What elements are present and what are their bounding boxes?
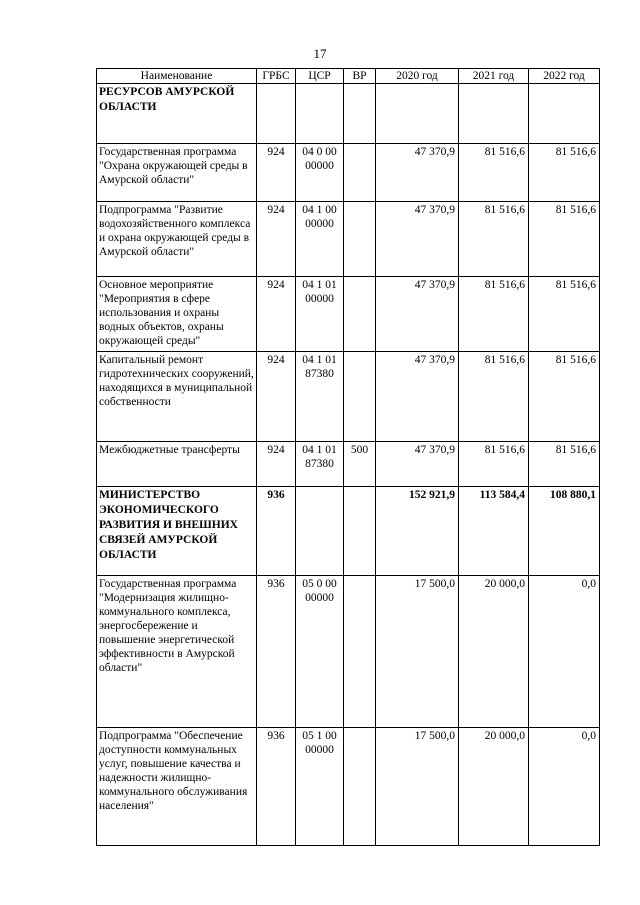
row-name: РЕСУРСОВ АМУРСКОЙ ОБЛАСТИ — [97, 84, 257, 144]
row-vr — [344, 144, 376, 202]
budget-table — [96, 68, 600, 846]
header-2022: 2022 год — [529, 69, 600, 84]
row-2021: 81 516,6 — [459, 442, 529, 487]
row-name: Подпрограмма "Обеспечение доступности коммунальных услуг, повышение качества и надежности жилищно-коммунального обслуживания населения" — [97, 728, 257, 846]
row-name: Межбюджетные трансферты — [97, 442, 257, 487]
table-row — [97, 576, 600, 728]
row-2022: 81 516,6 — [529, 442, 600, 487]
row-2022: 0,0 — [529, 728, 600, 846]
row-2022: 108 880,1 — [529, 487, 600, 576]
row-csr: 04 1 01 87380 — [296, 442, 344, 487]
header-csr: ЦСР — [296, 69, 344, 84]
row-vr — [344, 277, 376, 352]
table-header-row — [97, 69, 600, 84]
row-csr: 04 1 01 87380 — [296, 352, 344, 442]
row-grbs: 936 — [257, 487, 296, 576]
row-vr: 500 — [344, 442, 376, 487]
row-name: Капитальный ремонт гидротехнических сооружений, находящихся в муниципальной собственности — [97, 352, 257, 442]
row-2021: 20 000,0 — [459, 728, 529, 846]
row-2021: 81 516,6 — [459, 144, 529, 202]
header-2021: 2021 год — [459, 69, 529, 84]
row-2021 — [459, 84, 529, 144]
row-grbs: 924 — [257, 352, 296, 442]
row-2020 — [376, 84, 459, 144]
row-2021: 81 516,6 — [459, 352, 529, 442]
row-csr: 04 1 01 00000 — [296, 277, 344, 352]
table-row — [97, 202, 600, 277]
row-grbs — [257, 84, 296, 144]
row-2020: 47 370,9 — [376, 202, 459, 277]
row-vr — [344, 84, 376, 144]
table-row — [97, 84, 600, 144]
row-vr — [344, 728, 376, 846]
row-2022: 81 516,6 — [529, 277, 600, 352]
header-name: Наименование — [97, 69, 257, 84]
row-2020: 47 370,9 — [376, 352, 459, 442]
row-2022 — [529, 84, 600, 144]
row-csr — [296, 84, 344, 144]
row-csr: 05 0 00 00000 — [296, 576, 344, 728]
table-row — [97, 442, 600, 487]
row-name: Основное мероприятие "Мероприятия в сфере использования и охраны водных объектов, охраны окружающей среды" — [97, 277, 257, 352]
header-2020: 2020 год — [376, 69, 459, 84]
row-vr — [344, 487, 376, 576]
row-2020: 47 370,9 — [376, 442, 459, 487]
row-grbs: 924 — [257, 202, 296, 277]
row-grbs: 936 — [257, 728, 296, 846]
table-row — [97, 144, 600, 202]
row-2022: 0,0 — [529, 576, 600, 728]
row-name: Государственная программа "Модернизация жилищно-коммунального комплекса, энергосбережение и повышение энергетической эффективности в Амурской области" — [97, 576, 257, 728]
page-number: 17 — [313, 46, 327, 61]
row-vr — [344, 352, 376, 442]
header-vr: ВР — [344, 69, 376, 84]
table-row — [97, 487, 600, 576]
row-csr — [296, 487, 344, 576]
row-2022: 81 516,6 — [529, 202, 600, 277]
row-2020: 17 500,0 — [376, 728, 459, 846]
row-2022: 81 516,6 — [529, 352, 600, 442]
table-row — [97, 277, 600, 352]
row-2020: 47 370,9 — [376, 277, 459, 352]
row-csr: 04 0 00 00000 — [296, 144, 344, 202]
row-2021: 81 516,6 — [459, 277, 529, 352]
row-vr — [344, 202, 376, 277]
row-grbs: 924 — [257, 277, 296, 352]
row-2021: 81 516,6 — [459, 202, 529, 277]
row-name: Государственная программа "Охрана окружающей среды в Амурской области" — [97, 144, 257, 202]
row-2021: 113 584,4 — [459, 487, 529, 576]
row-2020: 47 370,9 — [376, 144, 459, 202]
table-row — [97, 728, 600, 846]
row-2022: 81 516,6 — [529, 144, 600, 202]
row-name: МИНИСТЕРСТВО ЭКОНОМИЧЕСКОГО РАЗВИТИЯ И ВНЕШНИХ СВЯЗЕЙ АМУРСКОЙ ОБЛАСТИ — [97, 487, 257, 576]
row-grbs: 924 — [257, 144, 296, 202]
row-2020: 152 921,9 — [376, 487, 459, 576]
header-grbs: ГРБС — [257, 69, 296, 84]
row-grbs: 936 — [257, 576, 296, 728]
row-name: Подпрограмма "Развитие водохозяйственного комплекса и охрана окружающей среды в Амурской области" — [97, 202, 257, 277]
row-grbs: 924 — [257, 442, 296, 487]
row-vr — [344, 576, 376, 728]
table-row — [97, 352, 600, 442]
row-csr: 05 1 00 00000 — [296, 728, 344, 846]
row-2020: 17 500,0 — [376, 576, 459, 728]
row-2021: 20 000,0 — [459, 576, 529, 728]
row-csr: 04 1 00 00000 — [296, 202, 344, 277]
